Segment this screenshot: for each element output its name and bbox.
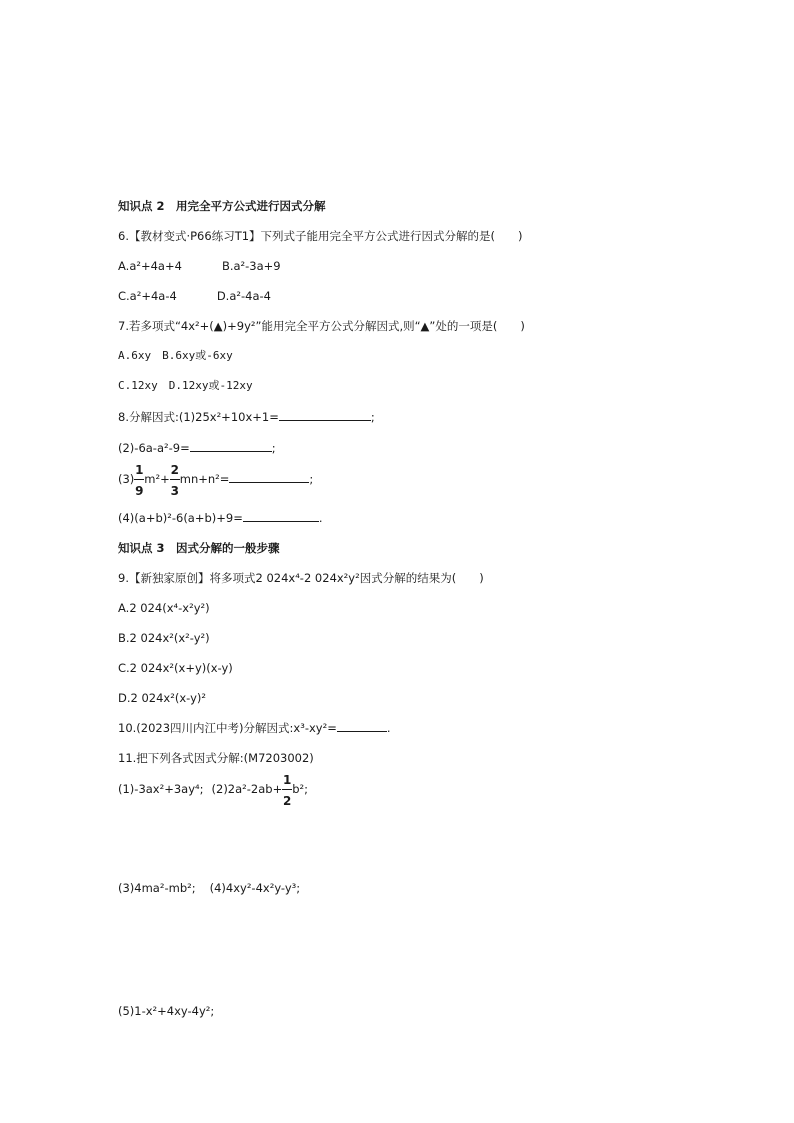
option-6c: C.a²+4a-4 — [118, 289, 177, 303]
option-6d: D.a²-4a-4 — [216, 289, 271, 303]
q8-p3-prefix: (3) — [118, 472, 135, 486]
question-7-options-ab: A.6xy B.6xy或-6xy — [118, 349, 233, 362]
fraction-denominator: 9 — [135, 483, 144, 498]
question-10 — [118, 720, 390, 736]
question-8-part-1 — [118, 409, 375, 425]
section-3-title: 知识点 3 因式分解的一般步骤 — [118, 541, 280, 555]
q8-p1-text: 8.分解因式:(1)25x²+10x+1= — [118, 410, 279, 424]
question-7-stem: 7.若多项式“4x²+(▲)+9y²”能用完全平方公式分解因式,则“▲”处的一项是( ) — [118, 319, 525, 333]
q8-p2-end: ; — [271, 441, 276, 455]
q8-p3-tail: mn+n²= — [179, 472, 230, 486]
q8-p4-text: (4)(a+b)²-6(a+b)+9= — [118, 511, 243, 525]
q8-p2-text: (2)-6a-a²-9= — [118, 441, 190, 455]
fraction-one-ninth — [134, 462, 144, 498]
fraction-one-half — [282, 772, 292, 808]
q11-part-2-post: b²; — [292, 782, 309, 796]
fraction-numerator: 1 — [283, 772, 292, 787]
question-6-options-cd — [118, 288, 271, 304]
fraction-numerator: 1 — [135, 462, 144, 477]
q11-part-4: (4)4xy²-4x²y-y³; — [209, 881, 301, 895]
answer-blank[interactable] — [337, 720, 387, 732]
q8-p4-end: . — [318, 511, 323, 525]
question-8-part-4 — [118, 510, 323, 526]
question-8-part-3 — [118, 462, 314, 498]
option-9a: A.2 024(x⁴-x²y²) — [118, 601, 210, 615]
fraction-denominator: 2 — [283, 793, 292, 808]
fraction-denominator: 3 — [170, 483, 179, 498]
section-2-title: 知识点 2 用完全平方公式进行因式分解 — [118, 199, 326, 213]
fraction-two-thirds — [170, 462, 180, 498]
answer-blank[interactable] — [229, 471, 309, 483]
option-9c: C.2 024x²(x+y)(x-y) — [118, 661, 233, 675]
question-7-options-cd: C.12xy D.12xy或-12xy — [118, 379, 253, 392]
question-9-stem: 9.【新独家原创】将多项式2 024x⁴-2 024x²y²因式分解的结果为( ) — [118, 571, 484, 585]
fraction-numerator: 2 — [170, 462, 179, 477]
question-11-parts-3-4 — [118, 880, 300, 896]
option-9d: D.2 024x²(x-y)² — [118, 691, 206, 705]
question-11-parts-1-2 — [118, 772, 309, 808]
answer-blank[interactable] — [190, 440, 272, 452]
option-9b: B.2 024x²(x²-y²) — [118, 631, 210, 645]
question-6-options-ab — [118, 258, 281, 274]
q11-part-2-pre: (2)2a²-2ab+ — [211, 782, 283, 796]
q10-end: . — [386, 721, 391, 735]
option-6a: A.a²+4a+4 — [118, 259, 182, 273]
answer-blank[interactable] — [279, 409, 371, 421]
answer-blank[interactable] — [243, 510, 319, 522]
option-6b: B.a²-3a+9 — [221, 259, 281, 273]
question-8-part-2 — [118, 440, 276, 456]
q11-part-1: (1)-3ax²+3ay⁴; — [118, 782, 204, 796]
q10-text: 10.(2023四川内江中考)分解因式:x³-xy²= — [118, 721, 337, 735]
q8-p1-end: ; — [370, 410, 375, 424]
q8-p3-mid: m²+ — [144, 472, 170, 486]
q11-part-3: (3)4ma²-mb²; — [118, 881, 196, 895]
q8-p3-end: ; — [309, 472, 314, 486]
question-6-stem: 6.【教材变式·P66练习T1】下列式子能用完全平方公式进行因式分解的是( ) — [118, 229, 523, 243]
question-11-part-5: (5)1-x²+4xy-4y²; — [118, 1004, 215, 1018]
question-11-stem: 11.把下列各式因式分解:(M7203002) — [118, 751, 314, 765]
